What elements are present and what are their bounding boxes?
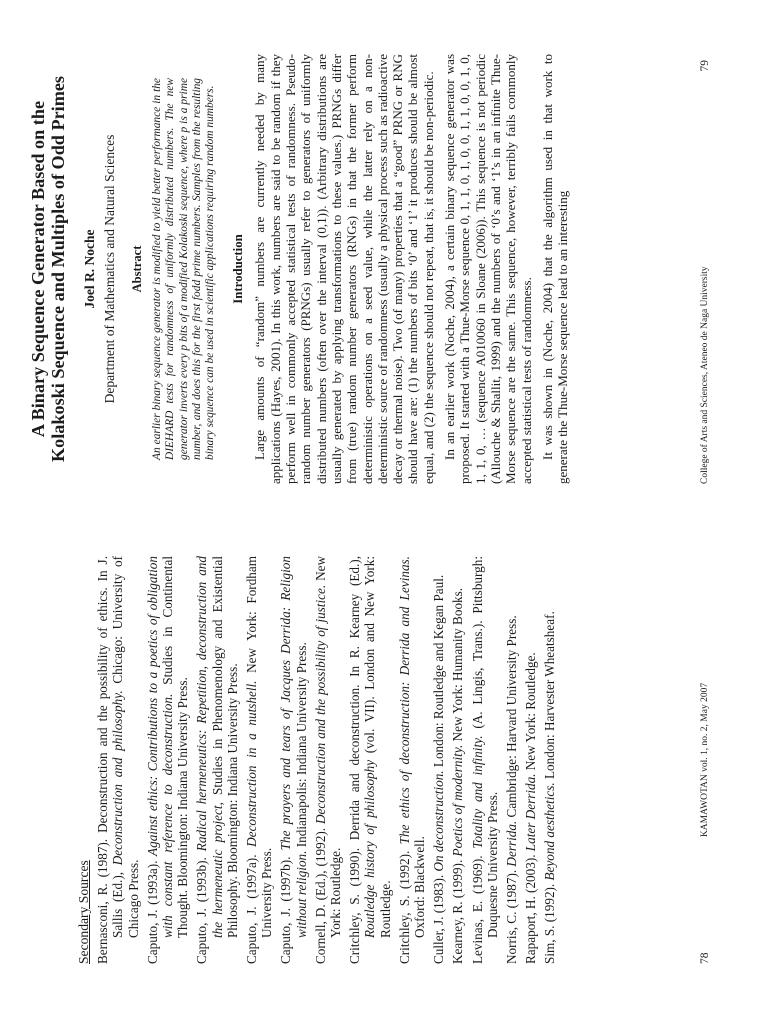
reference-text: New York: Fordham University Press. — [244, 556, 275, 938]
article — [28, 54, 576, 484]
reference-text: Studies in Phenomenology and Existential Philosophy. Bloomington: Indiana University Press. — [209, 555, 240, 938]
reference-text: (vol. VII). London and New York: Routledge. — [362, 555, 393, 938]
reference-entry — [397, 556, 427, 964]
reference-entry — [244, 556, 274, 964]
references-heading: Secondary Sources — [76, 860, 91, 964]
reference-text: London: Routledge and Kegan Paul. — [431, 574, 447, 771]
body-paragraph: In an earlier work (Noche, 2004), a certain binary sequence generator was proposed. It started with a Thue-Morse sequence 0, 1, 1, 0, 1, 0, 0, 1, 1, 0, 0, 1, 0, 1, 1, 0, … (sequence A010060 in Sloane (2006)). This sequence is not periodic (Allouche & Shallit, 1999) and the numbers of ‘0’s and ‘1’s in an infinite Thue-Morse sequence are the same. This sequence, however, terribly fails commonly accepted statistical tests of randomness. — [442, 54, 534, 484]
reference-entry — [523, 556, 538, 964]
reference-text: Rapaport, H. (2003). — [523, 851, 539, 964]
page-number-right: 79 — [699, 60, 711, 72]
reference-text: London: Harvester Wheatsheaf. — [542, 611, 558, 783]
reference-entry — [504, 556, 519, 964]
reference-text: Culler, J. (1983). — [431, 871, 447, 964]
title-line-2: Kolakoski Sequence and Multiples of Odd Primes — [48, 75, 68, 463]
title-line-1: A Binary Sequence Generator Based on the — [28, 100, 48, 438]
reference-text: Caputo, J. (1997b). — [278, 850, 294, 964]
reference-title: The ethics of deconstruction: Derrida and Levinas. — [396, 556, 412, 845]
reference-text: Studies in Continental Thought. Bloomington: Indiana University Press. — [160, 556, 191, 938]
reference-text: Critchley, S. (1990). Derrida and deconstruction. In R. Kearney (Ed.), — [347, 556, 363, 964]
references-section — [76, 556, 562, 964]
body-paragraph: It was shown in (Noche, 2004) that the algorithm used in that work to generate the Thue-Morse sequence lead to an interesting — [539, 54, 571, 484]
reference-title: Deconstruction in a nutshell. — [244, 680, 260, 847]
reference-text: Indianapolis: Indiana University Press. — [293, 642, 309, 851]
reference-text: Sim, S. (1992). — [542, 880, 558, 964]
reference-entry — [347, 556, 393, 964]
reference-entry — [194, 556, 240, 964]
author-name: Joel R. Noche — [82, 229, 97, 309]
reference-entry — [542, 556, 557, 964]
page-number-left: 78 — [699, 952, 711, 964]
reference-title: Radical hermeneutics: Repetition, deconstruction and the hermeneutic project, — [194, 556, 225, 938]
reference-title: Deconstruction and philosophy. — [110, 690, 126, 866]
reference-title: Routledge history of philosophy — [362, 759, 378, 938]
reference-entry — [145, 556, 191, 964]
reference-title: Totality and infinity. — [469, 735, 485, 849]
abstract-text: An earlier binary sequence generator is modified to yield better performance in the DIEHARD tests for randomness of uniformly distributed numbers. The new generator inverts every p bits of a modified Kolakoski sequence, where p is a prime number, and does this for the first fodd prime numbers. Samples from the resulting binary sequence can be used in scientific applications requiring random numbers. — [151, 78, 217, 460]
reference-entry — [450, 556, 465, 964]
reference-text: Levinas, E. (1969). — [469, 848, 485, 964]
reference-text: New York: Routledge. — [312, 556, 344, 938]
reference-title: On deconstruction. — [431, 770, 447, 872]
reference-list — [95, 556, 557, 964]
author-affiliation: Department of Mathematics and Natural Sciences — [102, 134, 117, 404]
reference-entry — [470, 556, 500, 964]
reference-title: Against ethics: Contributions to a poetics of obligation with constant reference to deconstruction. — [144, 556, 176, 938]
journal-footer: KAMAWOTAN vol. 1, no. 2, May 2007 — [700, 682, 710, 838]
reference-entry — [278, 556, 308, 964]
reference-text: Critchley, S. (1992). — [396, 844, 412, 964]
reference-entry — [95, 556, 141, 964]
reference-entry — [431, 556, 446, 964]
reference-text: Cambridge: Harvard University Press. — [504, 615, 520, 821]
reference-text: Oxford: Blackwell. — [412, 836, 428, 938]
introduction-heading: Introduction — [231, 234, 246, 304]
reference-text: Caputo, J. (1997a). — [244, 846, 260, 964]
reference-text: Norris, C. (1987). — [504, 866, 520, 964]
reference-title: The prayers and tears of Jacques Derrida: Religion without religion. — [278, 556, 309, 938]
article-title — [28, 54, 68, 484]
reference-text: (A. Lingis, Trans.). Pittsburgh: Duquesne University Press. — [469, 555, 500, 938]
reference-title: Later Derrida. — [523, 773, 539, 852]
college-footer: College of Arts and Sciences, Ateneo de Naga University — [700, 266, 710, 484]
reference-text: Chicago: University of Chicago Press. — [110, 556, 141, 938]
left-page — [0, 512, 768, 1024]
reference-text: Kearney, R. (1999). — [450, 856, 466, 964]
reference-text: Bernasconi, R. (1987). Deconstruction and the possibility of ethics. In J. Sallis (Ed.), — [95, 556, 126, 964]
reference-text: Cornell, D. (Ed.), (1992). — [312, 824, 328, 964]
reference-title: Beyond aesthetics. — [542, 782, 558, 881]
body-paragraph: Large amounts of “random” numbers are currently needed by many applications (Hayes, 2001). In this work, numbers are said to be random if they perform well in commonly accepted statistical tests of randomness. Pseudo-random number generators (PRNGs) usually refer to generators of uniformly distributed numbers (often over the interval (0,1)). (Arbitrary distributions are usually generated by applying transformations to these values.) PRNGs differ from (true) random number generators (RNGs) in that the former perform deterministic operations on a seed value, while the latter rely on a non-deterministic source of randomness (usually a physical process such as radioactive decay or thermal noise). Two (of many) properties that a “good” PRNG or RNG should have are: (1) the numbers of bits ‘0’ and ‘1’ it produces should be almost equal, and (2) the sequence should not repeat, that is, it should be non-periodic. — [252, 54, 436, 484]
reference-text: Caputo, J. (1993b). — [194, 851, 210, 964]
reference-text: Caputo, J. (1993a). — [144, 855, 160, 964]
abstract-heading: Abstract — [130, 245, 144, 293]
reference-title: Deconstruction and the possibility of justice. — [312, 584, 328, 825]
reference-entry — [313, 556, 343, 964]
reference-title: Poetics of modernity. — [450, 744, 466, 857]
reference-title: Derrida. — [504, 820, 520, 867]
reference-text: New York: Humanity Books. — [450, 587, 466, 745]
reference-text: New York: Routledge. — [523, 652, 539, 774]
